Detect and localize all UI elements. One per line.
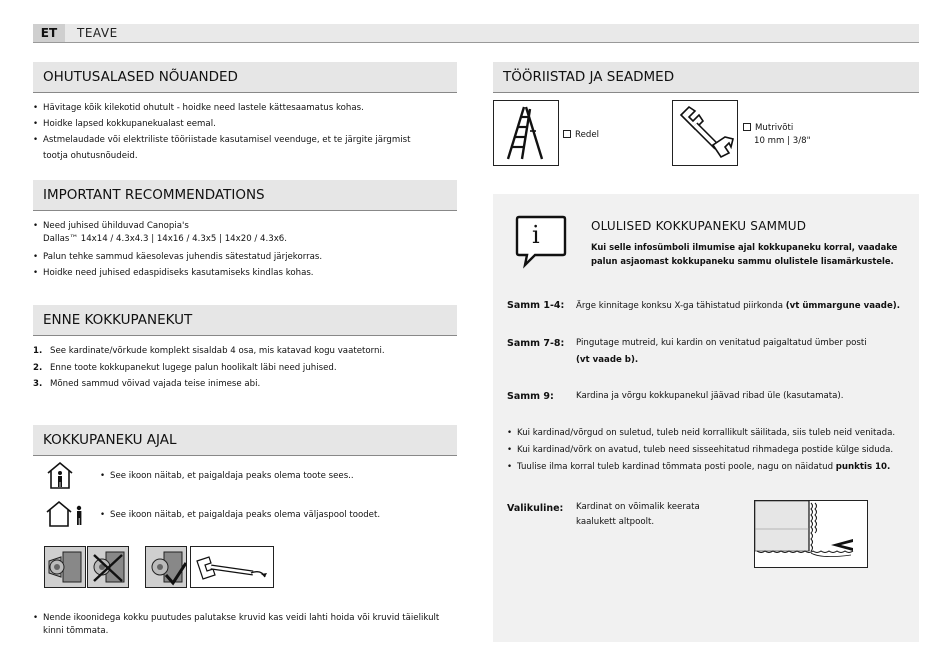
screw-tightened-icon	[145, 546, 187, 588]
info-icon	[513, 213, 569, 269]
list-item: • Astmelaudade või elektriliste tööriistade kasutamisel veenduge, et te järgite järgmist	[33, 132, 453, 148]
person-outside-house-icon	[44, 498, 90, 530]
list-item: • Hävitage kõik kilekotid ohutult - hoidke need lastele kättesaamatus kohas.	[33, 100, 453, 116]
info-icon-letter: i	[532, 221, 540, 249]
list-item: • Hoidke need juhised edaspidiseks kasutamiseks kindlas kohas.	[33, 265, 453, 281]
inside-icon-description: • See ikoon näitab, et paigaldaja peaks olema toote sees..	[100, 468, 440, 484]
optional-text: Kardinat on võimalik keerata kaalukett altpoolt.	[576, 502, 700, 527]
step-label: Samm 1-4:	[507, 300, 565, 311]
wrench-tighten-icon	[190, 546, 274, 588]
important-section-title: IMPORTANT RECOMMENDATIONS	[33, 180, 457, 211]
list-item: • Kui kardinad/võrgud on suletud, tuleb neid korrallikult säilitada, siis tuleb neid venitada.	[507, 425, 917, 442]
key-steps-bullets	[507, 425, 917, 476]
list-item: • Hoidke lapsed kokkupanekualast eemal.	[33, 116, 453, 132]
important-list-2	[33, 249, 453, 281]
header-bar	[33, 24, 919, 43]
key-steps-subtitle: Kui selle infosümboli ilmumise ajal kokkupaneku korral, vaadake palun asjaomast kokkupaneku sammu olulistele lisamärkustele.	[591, 242, 898, 266]
wrench-label: Mutrivõti 10 mm | 3/8"	[743, 122, 811, 148]
step-label: Samm 9:	[507, 391, 554, 402]
key-steps-title: OLULISED KOKKUPANEKU SAMMUD	[591, 219, 807, 233]
list-item: 1. See kardinate/võrkude komplekt sisaldab 4 osa, mis katavad kogu vaatetorni.	[33, 346, 385, 356]
wrench-icon	[672, 100, 738, 166]
list-item: • Tuulise ilma korral tuleb kardinad tõmmata posti poole, nagu on näidatud punktis 10.	[507, 459, 917, 476]
header-title: TEAVE	[77, 26, 118, 40]
wrench-size: 10 mm | 3/8"	[754, 136, 811, 146]
list-item: 3. Mõned sammud võivad vajada teise inimese abi.	[33, 379, 261, 389]
step-text: Pingutage mutreid, kui kardin on venitatud paigaltatud ümber posti (vt vaade b).	[576, 338, 867, 365]
screw-loose-icon	[44, 546, 86, 588]
ladder-label: Redel	[563, 127, 599, 143]
step-label: Samm 7-8:	[507, 338, 565, 349]
screw-crossed-icon	[87, 546, 129, 588]
during-section-title: KOKKUPANEKU AJAL	[33, 425, 457, 456]
tools-section-title: TÖÖRIISTAD JA SEADMED	[493, 62, 919, 93]
person-inside-house-icon	[44, 460, 80, 490]
ladder-checkbox	[563, 130, 571, 138]
model-list: Dallas™ 14x14 / 4.3x4.3 | 14x16 / 4.3x5 | 14x20 / 4.3x6.	[43, 234, 287, 244]
list-item: • Need juhised ühilduvad Canopia's	[33, 218, 453, 234]
outside-icon-description: • See ikoon näitab, et paigaldaja peaks olema väljaspool toodet.	[100, 507, 440, 523]
screw-icons-description-continuation: kinni tõmmata.	[43, 626, 109, 636]
safety-section-title: OHUTUSALASED NÕUANDED	[33, 62, 457, 93]
curtain-weight-illustration	[754, 500, 868, 568]
safety-item-continuation: tootja ohutusnõudeid.	[43, 151, 138, 161]
safety-list	[33, 100, 453, 148]
before-list	[33, 343, 453, 393]
list-item: 2. Enne toote kokkupanekut lugege palun hoolikalt läbi need juhised.	[33, 362, 337, 373]
screw-icons-description: • Nende ikoonidega kokku puutudes palutakse kruvid kas veidi lahti hoida või kruvid täielikult	[33, 610, 453, 626]
ladder-icon	[493, 100, 559, 166]
step-text: Ärge kinnitage konksu X-ga tähistatud piirkonda (vt ümmargune vaade).	[576, 301, 900, 311]
wrench-checkbox	[743, 123, 751, 131]
language-badge: ET	[33, 24, 65, 42]
list-item: • Palun tehke sammud käesolevas juhendis sätestatud järjekorras.	[33, 249, 453, 265]
list-item: • Kui kardinad/võrk on avatud, tuleb need sisseehitatud rihmadega postide külge siduda.	[507, 442, 917, 459]
before-section-title: ENNE KOKKUPANEKUT	[33, 305, 457, 336]
step-text: Kardina ja võrgu kokkupanekul jäävad ribad üle (kasutamata).	[576, 391, 844, 401]
optional-label: Valikuline:	[507, 503, 564, 514]
